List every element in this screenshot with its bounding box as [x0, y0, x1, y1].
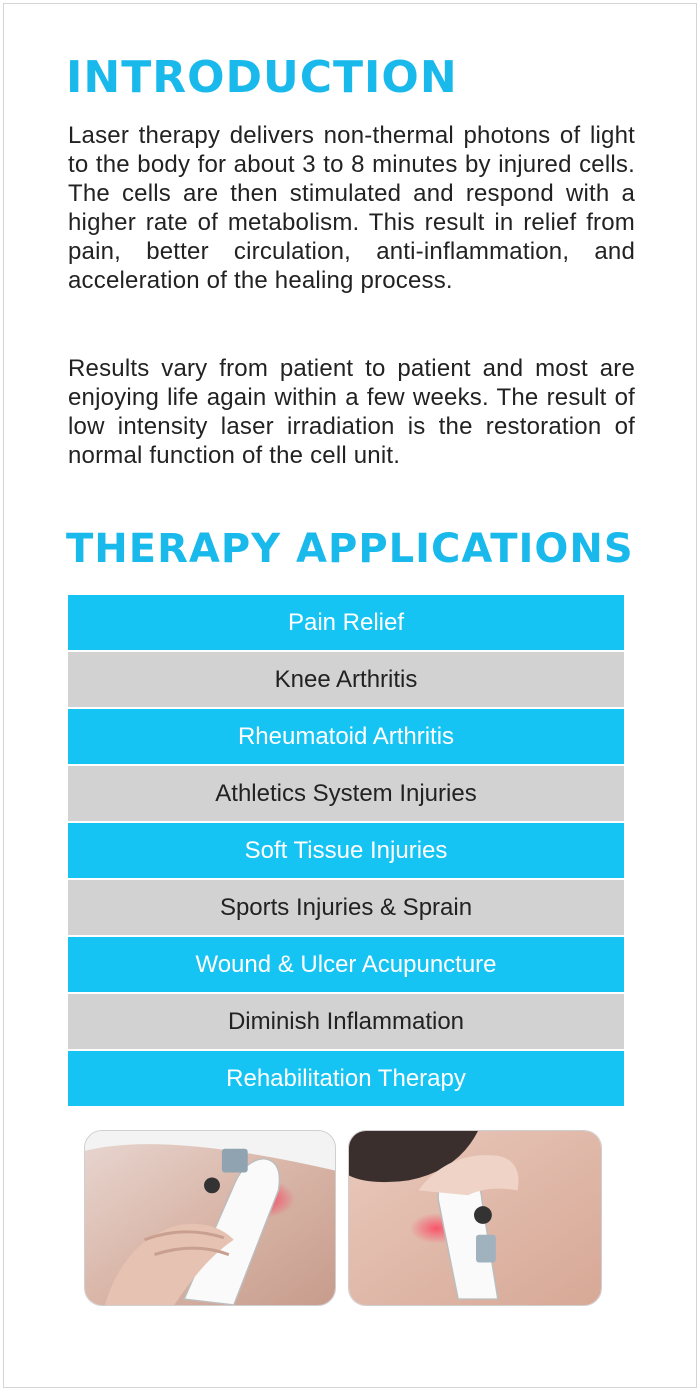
device-on-neck-photo: [348, 1130, 602, 1306]
application-item: Rheumatoid Arthritis: [68, 709, 624, 764]
intro-heading: INTRODUCTION: [66, 52, 458, 103]
applications-list: [68, 595, 624, 1108]
device-on-shoulder-photo: [84, 1130, 336, 1306]
application-item: Pain Relief: [68, 595, 624, 650]
application-item: Rehabilitation Therapy: [68, 1051, 624, 1106]
intro-paragraph-1: Laser therapy delivers non-thermal photons of light to the body for about 3 to 8 minutes by injured cells. The cells are then stimulated and respond with a higher rate of metabolism. This result in relief from pain, better circulation, anti-inflammation, and acceleration of the healing process.: [68, 122, 635, 294]
application-item: Knee Arthritis: [68, 652, 624, 707]
intro-paragraph-2: Results vary from patient to patient and most are enjoying life again within a few weeks. The result of low intensity laser irradiation is the restoration of normal function of the cell unit.: [68, 355, 635, 469]
application-item: Sports Injuries & Sprain: [68, 880, 624, 935]
application-item: Soft Tissue Injuries: [68, 823, 624, 878]
application-item: Diminish Inflammation: [68, 994, 624, 1049]
application-item: Wound & Ulcer Acupuncture: [68, 937, 624, 992]
applications-heading: THERAPY APPLICATIONS: [66, 526, 634, 572]
application-item: Athletics System Injuries: [68, 766, 624, 821]
